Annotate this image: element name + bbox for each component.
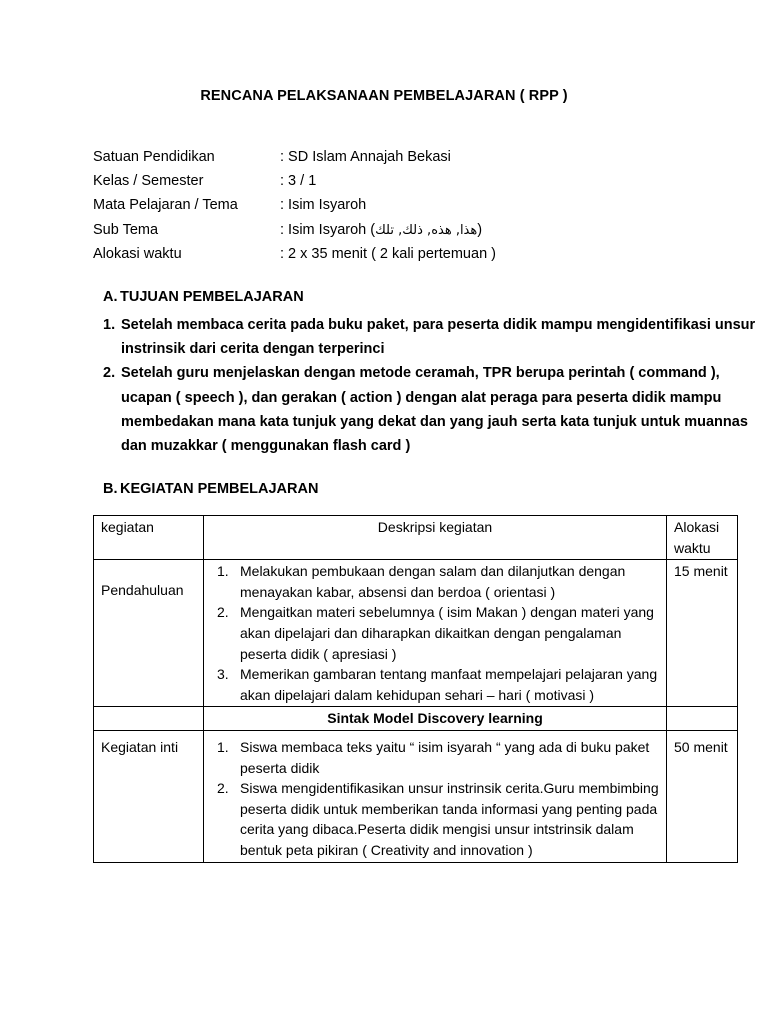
info-row [93,242,496,266]
item-text: Setelah membaca cerita pada buku paket, para peserta didik mampu mengidentifikasi unsur instrinsik dari cerita dengan terperinci [121,317,756,358]
header-cell: Alokasi waktu [667,516,738,560]
item-number: 1. [217,563,229,580]
page-title: RENCANA PELAKSANAAN PEMBELAJARAN ( RPP ) [200,88,568,104]
activity-description [204,730,667,862]
item-number: 2. [217,604,229,621]
info-label: Mata Pelajaran / Tema [93,197,238,214]
identity-block [93,145,496,266]
info-row [93,169,496,193]
table-header-row [94,516,738,560]
item-text: Melakukan pembukaan dengan salam dan dilanjutkan dengan menayakan kabar, absensi dan berdoa ( orientasi ) [240,563,626,600]
info-label: Kelas / Semester [93,173,204,190]
section-heading-b [103,481,318,497]
section-heading-a [103,289,304,305]
activity-name: Kegiatan inti [94,730,204,862]
info-value: : 3 / 1 [280,173,317,190]
info-row [93,145,496,169]
table-row [94,707,738,731]
info-value: : SD Islam Annajah Bekasi [280,149,451,166]
item-text: Memerikan gambaran tentang manfaat mempelajari pelajaran yang akan dipelajari dalam kehidupan sehari – hari ( motivasi ) [240,666,658,703]
item-text: Siswa membaca teks yaitu “ isim isyarah “ yang ada di buku paket peserta didik [240,738,650,776]
info-row [93,193,496,217]
info-label: Sub Tema [93,221,159,238]
item-number: 3. [217,666,229,683]
list-item [103,313,763,361]
empty-cell [94,707,204,731]
section-title: TUJUAN PEMBELAJARAN [120,289,304,305]
table-row [94,730,738,862]
item-text: Siswa mengidentifikasikan unsur instrinsik cerita.Guru membimbing peserta didik untuk memberikan tanda informasi yang penting pada cerita yang dibaca.Peserta didik mengisi unsur intstrinsik dalam bentuk peta pikiran ( Creativity and innovation ) [240,780,659,858]
item-number: 1. [217,738,229,755]
item-number: 2. [103,365,116,382]
list-item [217,602,659,664]
info-value [280,222,482,238]
section-title: KEGIATAN PEMBELAJARAN [120,481,319,497]
activities-table [93,515,738,863]
info-label: Alokasi waktu [93,245,182,262]
page-bottom-margin [0,918,768,1024]
item-number: 2. [217,780,229,797]
empty-cell [667,707,738,731]
activity-name: Pendahuluan [94,560,204,707]
list-item [217,561,659,602]
list-item [103,361,763,458]
syntax-heading: Sintak Model Discovery learning [204,707,667,731]
info-value: : Isim Isyaroh [280,197,367,214]
section-letter: B. [103,481,118,497]
activity-time: 50 menit [667,730,738,862]
info-row [93,218,496,242]
info-value-text: : Isim Isyaroh ( [280,221,376,238]
list-item [217,664,659,705]
table-row [94,560,738,707]
header-cell: kegiatan [94,516,204,560]
goals-list [103,313,763,458]
header-cell: Deskripsi kegiatan [204,516,667,560]
info-value: : 2 x 35 menit ( 2 kali pertemuan ) [280,245,496,262]
section-letter: A. [103,289,118,305]
arabic-text: هذا, هذه, ذلك, تلك [375,222,478,238]
list-item [217,737,659,778]
item-text: Mengaitkan materi sebelumnya ( isim Makan ) dengan materi yang akan dipelajari dan diharapkan dikaitkan dengan pengalaman peserta didik ( apresiasi ) [240,604,654,662]
info-label: Satuan Pendidikan [93,149,215,166]
item-text: Setelah guru menjelaskan dengan metode ceramah, TPR berupa perintah ( command ), ucapan ( speech ), dan gerakan ( action ) dengan alat peraga para peserta didik mampu membedakan mana kata tunjuk yang dekat dan yang jauh serta kata tunjuk untuk muannas dan muzakkar ( menggunakan flash card ) [121,365,748,455]
list-item [217,778,659,860]
info-value-suffix: ) [477,221,483,238]
activity-time: 15 menit [667,560,738,707]
item-number: 1. [103,317,116,333]
activity-description [204,560,667,707]
